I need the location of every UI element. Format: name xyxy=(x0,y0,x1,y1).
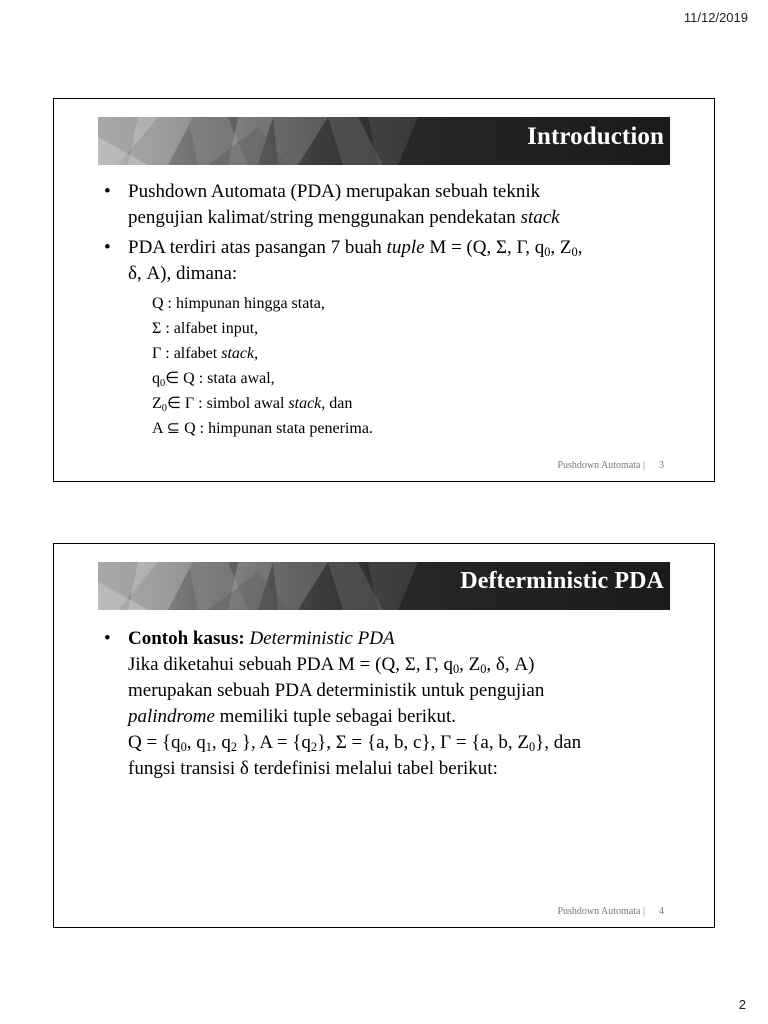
slide-title: Defterministic PDA xyxy=(460,568,664,594)
slide-deterministic-pda xyxy=(53,543,715,928)
slide-introduction xyxy=(53,98,715,482)
slide-body xyxy=(104,179,680,441)
slide-number: 4 xyxy=(659,906,664,917)
bullet-dot: • xyxy=(104,237,111,258)
definition-a: A ⊆ Q : himpunan stata penerima. xyxy=(152,420,373,437)
slide-body xyxy=(104,626,680,786)
definition-q: Q : himpunan hingga stata, xyxy=(152,295,325,312)
slide-title-banner xyxy=(98,562,670,610)
page-date: 11/12/2019 xyxy=(683,10,748,25)
slide-footer xyxy=(557,460,664,471)
bullet-dot: • xyxy=(104,181,111,202)
slide-number: 3 xyxy=(659,460,664,471)
definition-gamma: Γ : alfabet stack, xyxy=(152,345,259,362)
definition-sigma: Σ : alfabet input, xyxy=(152,320,259,337)
page-number: 2 xyxy=(738,997,746,1012)
bullet-item: • PDA terdiri atas pasangan 7 buah tuple M = (Q, Σ, Γ, $q_0$, $Z_0$, δ, A), dimana: xyxy=(104,237,583,284)
definition-list xyxy=(104,291,680,441)
definition-z0: $Z_0\in$ Γ : simbol awal stack, dan xyxy=(152,395,353,414)
slide-footer xyxy=(557,906,664,917)
definition-q0: $q_0\in$ Q : stata awal, xyxy=(152,370,275,389)
bullet-dot: • xyxy=(104,628,111,649)
footer-text: Pushdown Automata | xyxy=(557,906,645,917)
footer-text: Pushdown Automata | xyxy=(557,460,645,471)
slide-title: Introduction xyxy=(527,123,664,150)
bullet-item: • Pushdown Automata (PDA) merupakan sebuah teknik pengujian kalimat/string menggunakan pendekatan stack xyxy=(104,181,560,228)
bullet-item: • Contoh kasus: Deterministic PDA Jika diketahui sebuah PDA M = (Q, Σ, Γ, $q_0$, $Z_0$, δ, A) merupakan sebuah PDA deterministik untuk pengujian palindrome memiliki tuple sebagai berikut. $Q = \{q_0$, $q_1$, $q_2$ }, $A = \{q_2\}$, Σ = {a, b, c}, Γ = {a, b, $Z_0$}, dan fungsi transisi δ terdefinisi melalui tabel berikut: xyxy=(104,628,582,779)
slide-title-banner xyxy=(98,117,670,165)
